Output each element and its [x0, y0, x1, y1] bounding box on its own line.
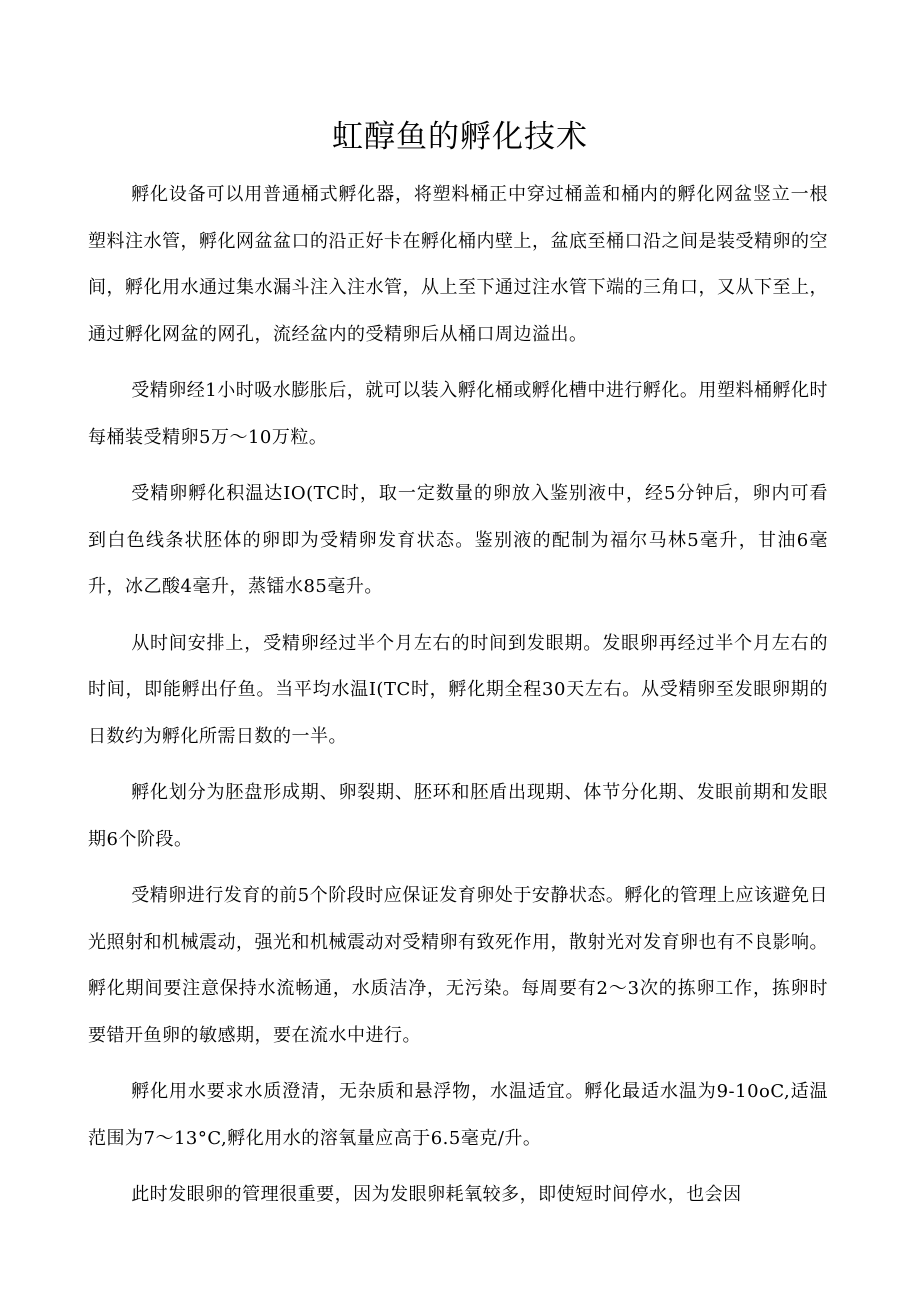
paragraph-water-quality: 孵化用水要求水质澄清，无杂质和悬浮物，水温适宜。孵化最适水温为9-10oC,适温范围为7～13°C,孵化用水的溶氧量应高于6.5毫克/升。 — [88, 1081, 828, 1149]
paragraph-stages: 孵化划分为胚盘形成期、卵裂期、胚环和胚盾出现期、体节分化期、发眼前期和发眼期6个阶段。 — [88, 782, 828, 850]
paragraph-incubation-equipment: 孵化设备可以用普通桶式孵化器，将塑料桶正中穿过桶盖和桶内的孵化网盆竖立一根塑料注水管，孵化网盆盆口的沿正好卡在孵化桶内壁上，盆底至桶口沿之间是装受精卵的空间，孵化用水通过集水漏斗注入注水管，从上至下通过注水管下端的三角口，又从下至上，通过孵化网盆的网孔，流经盆内的受精卵后从桶口周边溢出。 — [88, 184, 828, 345]
paragraph-identification-solution: 受精卵孵化积温达IO(TC时，取一定数量的卵放入鉴别液中，经5分钟后，卵内可看到白色线条状胚体的卵即为受精卵发育状态。鉴别液的配制为福尔马林5毫升，甘油6毫升，冰乙酸4毫升，蒸镭水85毫升。 — [88, 483, 828, 597]
paragraph-management: 受精卵进行发育的前5个阶段时应保证发育卵处于安静状态。孵化的管理上应该避免日光照射和机械震动，强光和机械震动对受精卵有致死作用，散射光对发育卵也有不良影响。孵化期间要注意保持水流畅通，水质洁净，无污染。每周要有2～3次的拣卵工作，拣卵时要错开鱼卵的敏感期，要在流水中进行。 — [88, 885, 828, 1046]
paragraph-egg-loading: 受精卵经1小时吸水膨胀后，就可以装入孵化桶或孵化槽中进行孵化。用塑料桶孵化时每桶装受精卵5万～10万粒。 — [88, 380, 828, 448]
document-title: 虹醇鱼的孵化技术 — [332, 119, 588, 155]
paragraph-timeline: 从时间安排上，受精卵经过半个月左右的时间到发眼期。发眼卵再经过半个月左右的时间，即能孵出仔鱼。当平均水温I(TC时，孵化期全程30天左右。从受精卵至发眼卵期的日数约为孵化所需日数的一半。 — [88, 632, 828, 747]
document-body — [88, 172, 828, 1229]
paragraph-eyed-eggs: 此时发眼卵的管理很重要，因为发眼卵耗氧较多，即使短时间停水，也会因 — [131, 1184, 742, 1205]
